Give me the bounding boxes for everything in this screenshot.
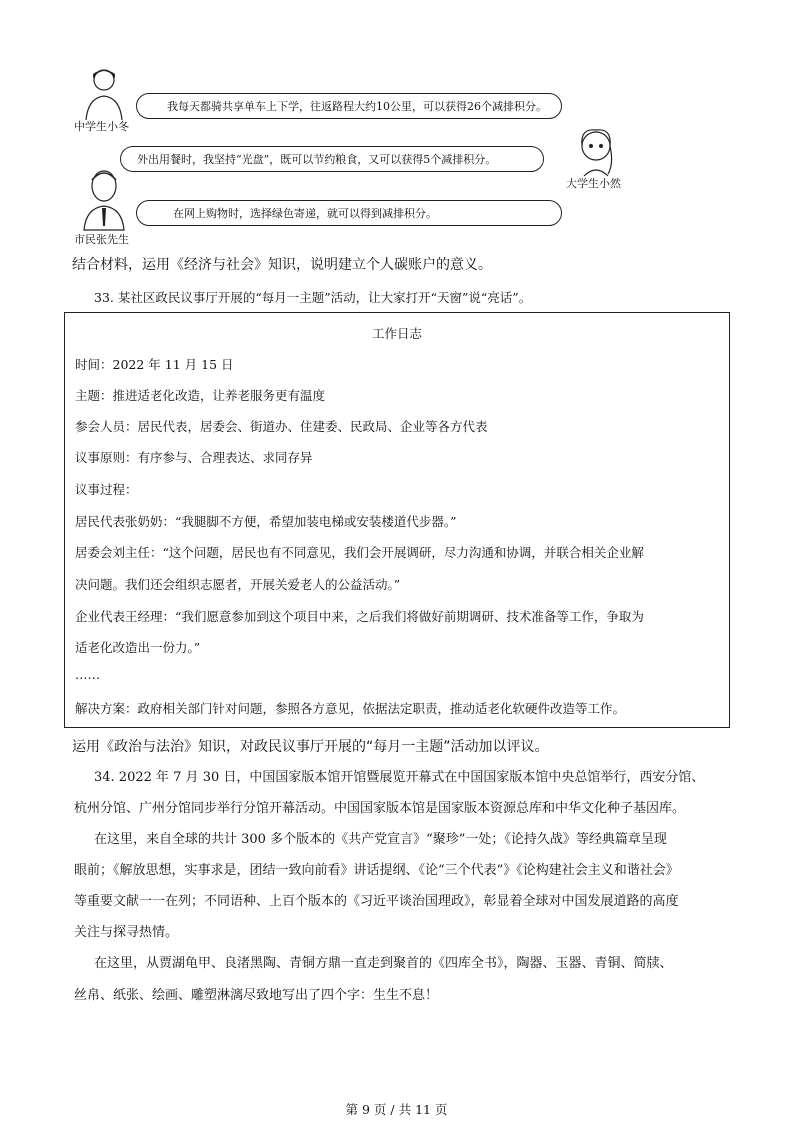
man-avatar-icon (80, 166, 128, 232)
speech-bubble (136, 200, 562, 226)
log-line: 参会人员：居民代表，居委会、街道办、住建委、民政局、企业等各方代表 (75, 419, 488, 434)
log-line: 适老化改造出一份力。” (75, 640, 201, 655)
log-line: 决问题。我们还会组织志愿者，开展关爱老人的公益活动。” (75, 577, 401, 592)
paragraph-line: 杭州分馆、广州分馆同步举行分馆开幕活动。中国国家版本馆是国家版本资源总库和中华文化种子基因库。 (74, 801, 686, 816)
log-line: 企业代表王经理：“我们愿意参加到这个项目中来，之后我们将做好前期调研、技术准备等工作，争取为 (75, 609, 644, 624)
question-prompt: 运用《政治与法治》知识，对政民议事厅开展的“每月一主题”活动加以评议。 (72, 739, 549, 755)
log-line: 居委会刘主任：“这个问题，居民也有不同意见，我们会开展调研，尽力沟通和协调，并联合相关企业解 (75, 545, 644, 560)
speech-bubble (120, 146, 544, 172)
speech-text: 外出用餐时，我坚持“光盘”，既可以节约粮食，又可以获得5个减排积分。 (137, 153, 497, 166)
page-footer: 第 9 页 / 共 11 页 (345, 1102, 448, 1117)
work-log-box (64, 312, 730, 728)
speaker-label: 大学生小然 (566, 177, 621, 190)
speech-bubble (136, 93, 562, 119)
boy-avatar-icon (80, 64, 128, 122)
speech-text: 在网上购物时，选择绿色寄递，就可以得到减排积分。 (173, 207, 437, 220)
log-line: 议事过程： (75, 482, 138, 497)
paragraph-line: 丝帛、纸张、绘画、雕塑淋漓尽致地写出了四个字：生生不息！ (74, 988, 439, 1003)
log-line: 主题：推进适老化改造，让养老服务更有温度 (75, 388, 326, 403)
question-prompt: 结合材料，运用《经济与社会》知识，说明建立个人碳账户的意义。 (72, 257, 492, 273)
speaker-label: 市民张先生 (74, 233, 129, 246)
log-line: 居民代表张奶奶：“我腿脚不方便，希望加装电梯或安装楼道代步器。” (75, 514, 457, 529)
paragraph-line: 眼前；《解放思想，实事求是，团结一致向前看》讲话提纲、《论“三个代表”》《论构建社会主义和谐社会》 (74, 863, 679, 878)
paragraph-line: 在这里，从贾湖龟甲、良渚黑陶、青铜方鼎一直走到聚首的《四库全书》，陶器、玉器、青铜、简牍、 (94, 956, 673, 971)
work-log-title: 工作日志 (371, 326, 422, 341)
paragraph-line: 关注与探寻热情。 (74, 925, 179, 940)
paragraph-line: 等重要文献一一在列；不同语种、上百个版本的《习近平谈治国理政》，彰显着全球对中国发展道路的高度 (74, 894, 679, 909)
paragraph-line: 在这里，来自全球的共计 300 多个版本的《共产党宣言》“聚珍”一处；《论持久战》等经典篇章呈现 (94, 832, 667, 847)
speaker-label: 中学生小冬 (74, 120, 129, 133)
speech-text: 我每天都骑共享单车上下学，往返路程大约10公里，可以获得26个减排积分。 (167, 100, 547, 113)
paragraph-line: 34. 2022 年 7 月 30 日，中国国家版本馆开馆暨展览开幕式在中国国家版本馆中央总馆举行，西安分馆、 (94, 770, 705, 785)
log-line: 解决方案：政府相关部门针对问题，参照各方意见，依据法定职责，推动适老化软硬件改造等工作。 (75, 701, 626, 716)
girl-avatar-icon (568, 124, 624, 178)
log-line: 时间：2022 年 11 月 15 日 (75, 357, 234, 372)
question-33-intro: 33. 某社区政民议事厅开展的“每月一主题”活动，让大家打开“天窗”说“亮话”。 (94, 290, 532, 305)
log-line: …… (75, 667, 100, 682)
log-line: 议事原则：有序参与、合理表达、求同存异 (75, 450, 313, 465)
